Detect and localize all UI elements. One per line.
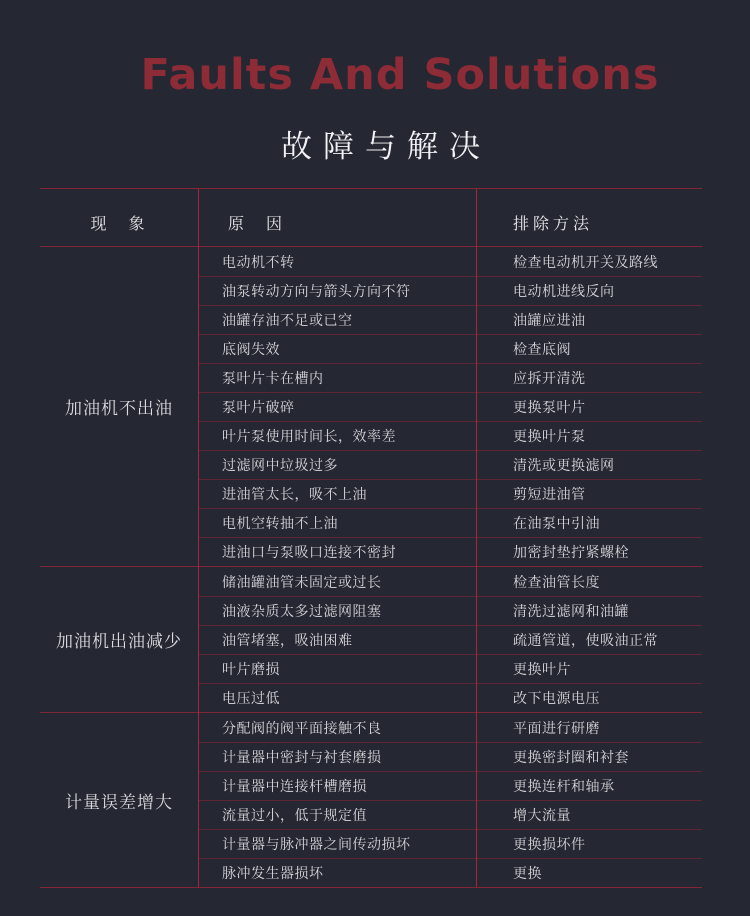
column-divider-1 <box>198 189 199 887</box>
solution-cell: 更换连杆和轴承 <box>513 778 615 794</box>
table-row <box>198 654 702 683</box>
phenomenon-group <box>40 712 702 887</box>
cause-cell: 储油罐油管未固定或过长 <box>222 573 382 590</box>
phenomenon-label: 加油机出油减少 <box>56 632 182 651</box>
cause-cell: 计量器与脉冲器之间传动损坏 <box>222 836 411 852</box>
cause-cell: 泵叶片破碎 <box>222 399 295 415</box>
table-row <box>198 800 702 829</box>
solution-cell: 剪短进油管 <box>513 486 586 502</box>
solution-cell: 更换损坏件 <box>513 836 586 852</box>
cause-cell: 叶片磨损 <box>222 661 280 677</box>
solution-cell: 清洗过滤网和油罐 <box>513 603 629 619</box>
table-row <box>198 567 702 596</box>
phenomenon-group <box>40 566 702 712</box>
table-row <box>198 683 702 712</box>
cause-cell: 过滤网中垃圾过多 <box>222 457 338 473</box>
solution-cell: 改下电源电压 <box>513 690 600 706</box>
table-row <box>198 334 702 363</box>
solution-cell: 疏通管道，使吸油正常 <box>513 632 658 648</box>
group-rows <box>198 713 702 887</box>
table-row <box>198 596 702 625</box>
cause-cell: 底阀失效 <box>222 341 280 357</box>
table-row <box>198 537 702 566</box>
table-row <box>198 829 702 858</box>
solution-cell: 检查电动机开关及路线 <box>513 253 658 270</box>
table-row <box>198 276 702 305</box>
page-title-chinese: 故障与解决 <box>281 129 491 164</box>
cause-cell: 计量器中密封与衬套磨损 <box>222 749 382 765</box>
cause-cell: 电压过低 <box>222 690 280 706</box>
table-row <box>198 771 702 800</box>
solution-cell: 油罐应进油 <box>513 312 586 328</box>
table-header <box>40 189 702 246</box>
phenomenon-cell <box>40 247 198 566</box>
solution-cell: 应拆开清洗 <box>513 370 586 386</box>
solution-cell: 加密封垫拧紧螺栓 <box>513 544 629 560</box>
phenomenon-label: 加油机不出油 <box>65 399 173 418</box>
faults-table <box>40 188 702 888</box>
cause-cell: 进油管太长，吸不上油 <box>222 486 367 502</box>
solution-cell: 清洗或更换滤网 <box>513 457 615 473</box>
table-row <box>198 450 702 479</box>
solution-cell: 更换泵叶片 <box>513 399 586 415</box>
solution-cell: 更换密封圈和衬套 <box>513 749 629 765</box>
cause-cell: 油液杂质太多过滤网阻塞 <box>222 603 382 619</box>
cause-cell: 流量过小，低于规定值 <box>222 807 367 823</box>
cause-cell: 泵叶片卡在槽内 <box>222 370 324 386</box>
page-title-english: Faults And Solutions <box>140 50 660 100</box>
solution-cell: 更换叶片 <box>513 661 571 677</box>
table-row <box>198 713 702 742</box>
cause-cell: 油管堵塞，吸油困难 <box>222 632 353 648</box>
table-row <box>198 508 702 537</box>
cause-cell: 叶片泵使用时间长，效率差 <box>222 428 396 444</box>
table-row <box>198 742 702 771</box>
group-rows <box>198 567 702 712</box>
solution-cell: 检查底阀 <box>513 341 571 357</box>
table-row <box>198 858 702 887</box>
cause-cell: 油泵转动方向与箭头方向不符 <box>222 283 411 299</box>
cause-cell: 脉冲发生器损坏 <box>222 865 324 881</box>
cause-cell: 电机空转抽不上油 <box>222 515 338 531</box>
header-solution: 排除方法 <box>513 216 594 233</box>
cause-cell: 计量器中连接杆槽磨损 <box>222 778 367 794</box>
solution-cell: 平面进行研磨 <box>513 719 600 736</box>
solution-cell: 增大流量 <box>513 807 571 823</box>
table-body <box>40 246 702 887</box>
solution-cell: 更换叶片泵 <box>513 428 586 444</box>
table-row <box>198 247 702 276</box>
header-cause: 原 因 <box>228 216 286 233</box>
phenomenon-label: 计量误差增大 <box>65 792 173 812</box>
header-phenomenon: 现 象 <box>90 216 148 233</box>
table-row <box>198 421 702 450</box>
table-row <box>198 392 702 421</box>
phenomenon-cell <box>40 567 198 712</box>
phenomenon-group <box>40 246 702 566</box>
table-row <box>198 479 702 508</box>
table-row <box>198 363 702 392</box>
solution-cell: 电动机进线反向 <box>513 283 615 299</box>
phenomenon-cell <box>40 713 198 887</box>
cause-cell: 油罐存油不足或已空 <box>222 312 353 328</box>
cause-cell: 电动机不转 <box>222 253 295 270</box>
cause-cell: 进油口与泵吸口连接不密封 <box>222 544 396 560</box>
group-rows <box>198 247 702 566</box>
table-row <box>198 305 702 334</box>
cause-cell: 分配阀的阀平面接触不良 <box>222 719 382 736</box>
solution-cell: 检查油管长度 <box>513 573 600 590</box>
column-divider-2 <box>476 189 477 887</box>
solution-cell: 更换 <box>513 865 542 881</box>
table-row <box>198 625 702 654</box>
solution-cell: 在油泵中引油 <box>513 515 600 531</box>
